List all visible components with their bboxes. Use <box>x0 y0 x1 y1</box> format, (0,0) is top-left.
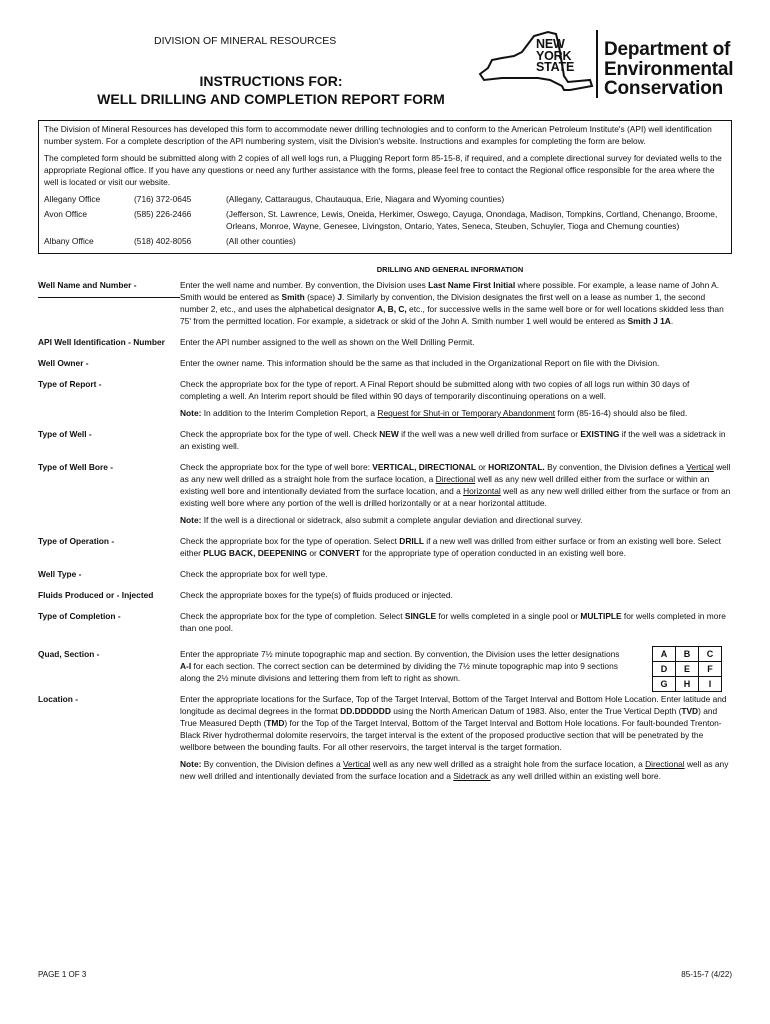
item-label: Type of Report - <box>38 379 102 389</box>
item-label: Location - <box>38 694 79 704</box>
nys-dec-logo <box>478 28 732 98</box>
item-report <box>38 378 732 419</box>
office-list <box>44 193 726 250</box>
section-title: DRILLING AND GENERAL INFORMATION <box>376 265 524 274</box>
logo-department <box>604 40 733 99</box>
item-label: API Well Identification - Number <box>38 337 165 347</box>
office-name: Albany Office <box>44 236 94 246</box>
logo-dept-line: Environmental <box>604 58 734 80</box>
item-owner <box>38 357 732 369</box>
item-fluids <box>38 589 732 601</box>
office-counties: (Jefferson, St. Lawrence, Lewis, Oneida, Herkimer, Oswego, Cayuga, Onondaga, Madison, Tompkins, Cortland, Chenango, Broome, Orleans, Monroe, Wayne, Genesee, Livingston, Ontario, Yates, Seneca, Steuben, Schuyler, Tioga and Chemung counties) <box>226 209 718 231</box>
item-label: Well Owner - <box>38 358 89 368</box>
item-api <box>38 336 732 348</box>
item-completion <box>38 610 732 634</box>
item-text: Enter the owner name. This information should be the same as that included in the Organizational Report on file with the Division. <box>180 358 660 368</box>
item-body: Check the appropriate box for the type of report. A Final Report should be submitted along with two copies of all logs run within 30 days of completing a well. An Interim report should be filed within 90 days of temporarily discontinuing operations on a well. <box>180 379 690 401</box>
office-name: Avon Office <box>44 209 87 219</box>
item-quad <box>38 648 732 689</box>
grid-cell: C <box>699 647 722 662</box>
item-label: Quad, Section - <box>38 649 100 659</box>
item-well-type <box>38 568 732 580</box>
item-label: Type of Well Bore - <box>38 462 114 472</box>
grid-cell: G <box>653 677 676 692</box>
item-label: Well Type - <box>38 569 82 579</box>
item-note: Note: If the well is a directional or sidetrack, also submit a complete angular deviation and directional survey. <box>180 515 583 525</box>
office-phone: (518) 402-8056 <box>134 236 192 246</box>
item-note: Note: In addition to the Interim Completion Report, a Request for Shut-in or Temporary Abandonment form (85-16-4) should also be filed. <box>180 408 688 418</box>
office-phone: (585) 226-2466 <box>134 209 192 219</box>
logo-divider <box>596 30 598 98</box>
item-text <box>180 693 732 782</box>
item-text: Enter the API number assigned to the well as shown on the Well Drilling Permit. <box>180 337 475 347</box>
office-counties: (All other counties) <box>226 236 296 246</box>
item-note: Note: By convention, the Division defines a Vertical well as any new well drilled as a straight hole from the surface location, a Directional well as any new well drilled and intentionally deviated from the surface location and a Sidetrack as any well drilled within an existing well bore. <box>180 759 729 781</box>
page-title <box>38 72 504 108</box>
grid-cell: I <box>699 677 722 692</box>
item-text: Check the appropriate boxes for the type(s) of fluids produced or injected. <box>180 590 453 600</box>
item-label: Well Name and Number - <box>38 280 137 290</box>
section-rule <box>38 297 180 298</box>
item-well-name <box>38 279 732 327</box>
logo-new-york-state <box>536 39 574 74</box>
intro-paragraph-1: The Division of Mineral Resources has developed this form to accommodate newer drilling technologies and to conform to the American Petroleum Institute's (API) well identification number system. For a complete description of the API numbering system, visit the Division's website. Instructions and examples for completing the form are below. <box>44 124 712 146</box>
grid-cell: D <box>653 662 676 677</box>
item-text <box>180 461 732 526</box>
item-body: Check the appropriate box for the type of well bore: VERTICAL, DIRECTIONAL or HORIZONTAL. By convention, the Division defines a Vertical well as any new well drilled as a straight hole from the surface location, a Directional well as any new well drilled either from the surface or within an existing well bore and intentionally deviated from the surface location, and a Horizontal well as any new well drilled either from the surface or from an existing well bore where any portion of the well is drilled horizontally or at a near horizontal attitude. <box>180 462 731 508</box>
page-number: PAGE 1 OF 3 <box>38 970 87 979</box>
item-text: Enter the well name and number. By convention, the Division uses Last Name First Initial where possible. For example, a lease name of John A. Smith would be entered as Smith (space) J. Similarly by convention, the Division designates the first well on a lease as number 1, the second number 2, etc., and uses the alphabetical designator A, B, C, etc., for successive wells in the same well bore or for well locations skidded less than 75' from the permitted location. For example, a sidetrack or skid of the John A. Smith number 1 well would be entered as Smith J 1A. <box>180 280 724 326</box>
logo-dept-line: Conservation <box>604 78 724 99</box>
item-label: Type of Operation - <box>38 536 115 546</box>
item-text: Check the appropriate box for the type of completion. Select SINGLE for wells completed in a single pool or MULTIPLE for wells completed in more than one pool. <box>180 611 726 633</box>
item-text <box>180 378 732 419</box>
logo-dept-line: Department of <box>604 39 731 60</box>
grid-cell: H <box>676 677 699 692</box>
header <box>38 28 732 120</box>
logo-state-line: YORK <box>536 48 572 63</box>
office-counties: (Allegany, Cattaraugus, Chautauqua, Erie, Niagara and Wyoming counties) <box>226 194 505 204</box>
title-line-2: WELL DRILLING AND COMPLETION REPORT FORM <box>97 91 445 107</box>
office-phone: (716) 372-0645 <box>134 194 192 204</box>
intro-box <box>38 120 732 254</box>
grid-cell: E <box>676 662 699 677</box>
section-grid <box>652 646 722 692</box>
item-type-of-well <box>38 428 732 452</box>
item-label: Fluids Produced or - Injected <box>38 590 154 600</box>
item-well-bore <box>38 461 732 526</box>
grid-cell: F <box>699 662 722 677</box>
logo-state-line: NEW <box>536 37 565 51</box>
item-text: Check the appropriate box for well type. <box>180 569 328 579</box>
office-name: Allegany Office <box>44 194 101 204</box>
logo-state-line: STATE <box>536 60 575 74</box>
item-text: Check the appropriate box for the type of well. Check NEW if the well was a new well drilled from surface or EXISTING if the well was a sidetrack in an existing well. <box>180 429 726 451</box>
grid-cell: B <box>676 647 699 662</box>
item-label: Type of Well - <box>38 429 92 439</box>
item-body: Enter the appropriate locations for the Surface, Top of the Target Interval, Bottom of the Target Interval and Bottom Hole Location. Enter latitude and longitude as decimal degrees in the format DD.DDDDDD using the North American Datum of 1983. Also, enter the True Vertical Depth (TVD) and True Measured Depth (TMD) for the Top of the Target Interval, Bottom of the Target Interval and Bottom Hole locations. For fault-bounded Trenton-Black River hydrothermal dolomite reservoirs, the target interval is the extent of the proposed productive section that will be penetrated by the wellbore between the bounding faults. For all other reservoirs, the target interval is the target formation. <box>180 694 727 752</box>
item-location <box>38 693 732 782</box>
division-name: DIVISION OF MINERAL RESOURCES <box>154 35 337 47</box>
item-operation <box>38 535 732 559</box>
item-body: Enter the appropriate 7½ minute topographic map and section. By convention, the Division uses the letter designations A-I for each section. The correct section can be determined by dividing the 7½ minute topographic map into 9 sections along the 2½ minute divisions and lettering them from left to right as shown. <box>180 649 620 683</box>
item-text: Check the appropriate box for the type of operation. Select DRILL if a new well was drilled from either surface or from an existing well bore. Select either PLUG BACK, DEEPENING or CONVERT for the appropriate type of operation conducted in an existing well bore. <box>180 536 721 558</box>
grid-cell: A <box>653 647 676 662</box>
page <box>38 28 732 988</box>
item-label: Type of Completion - <box>38 611 121 621</box>
intro-paragraph-2: The completed form should be submitted along with 2 copies of all well logs run, a Plugging Report form 85-15-8, if required, and a complete directional survey for deviated wells to the appropriate Regional office. If you have any questions or need any further assistance with the forms, please feel free to contact the Regional office responsible for the area where the well is located or visit our website. <box>44 153 722 187</box>
item-text <box>180 648 732 689</box>
form-number: 85-15-7 (4/22) <box>681 970 732 979</box>
title-line-1: INSTRUCTIONS FOR: <box>199 73 343 89</box>
